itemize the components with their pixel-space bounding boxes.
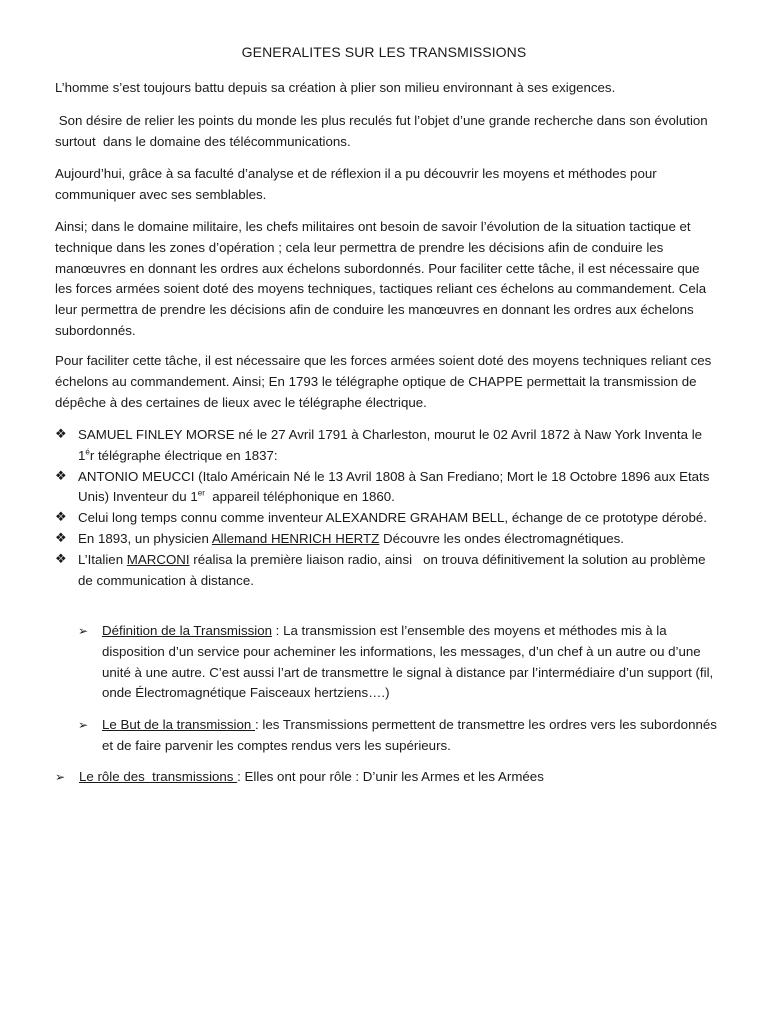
list-item: ❖ L’Italien MARCONI réalisa la première liaison radio, ainsi on trouva définitivement la solution au problème de communication à distance.: [55, 551, 710, 588]
role-item: [55, 767, 720, 788]
paragraph-intro: L’homme s’est toujours battu depuis sa création à plier son milieu environnant à ses exigences.: [55, 80, 616, 95]
definition-item: [78, 621, 718, 704]
marconi-link: MARCONI: [126, 551, 190, 567]
purpose-label: Le But de la transmission: [102, 717, 255, 732]
paragraph-desire: Son désire de relier les points du monde les plus reculés fut l’objet d’une grande recherche dans son évolution surtout dans le domaine des télécommunications.: [55, 113, 712, 149]
list-item: ❖ ANTONIO MEUCCI (Italo Américain Né le 13 Avril 1808 à San Frediano; Mort le 18 Octobre 1896 aux Etats Unis) Inventeur du 1er appareil téléphonique en 1860.: [55, 468, 710, 505]
definition-label: Définition de la Transmission: [102, 623, 272, 638]
list-item: ❖ SAMUEL FINLEY MORSE né le 27 Avril 1791 à Charleston, mourut le 02 Avril 1872 à Naw York Inventa le $1^ér$ télégraphe électrique en 1837:: [55, 427, 703, 463]
paragraph-today: Aujourd’hui, grâce à sa faculté d’analyse et de réflexion il a pu découvrir les moyens et méthodes pour communiquer avec ses semblables.: [55, 166, 657, 202]
paragraph-chappe: Pour faciliter cette tâche, il est nécessaire que les forces armées soient doté des moyens techniques reliant ces échelons au commandement. Ainsi; En 1793 le télégraphe optique de CHAPPE permettait la transmission de dépêche à des certaines de lieux avec le télégraphe électrique.: [55, 353, 712, 410]
inventors-list: [55, 425, 720, 591]
page-title: GENERALITES SUR LES TRANSMISSIONS: [241, 44, 527, 60]
paragraph-military: Ainsi; dans le domaine militaire, les chefs militaires ont besoin de savoir l’évolution de la situation tactique et technique dans les zones d’opération ; cela leur permettra de prendre les décisions afin de conduire les manœuvres en donnant les ordres aux échelons subordonnés. Pour faciliter cette tâche, il est nécessaire que les forces armées soient doté des moyens techniques, tactiques reliant ces échelons au commandement. Cela leur permettra de prendre les décisions afin de conduire les manœuvres en donnant les ordres aux échelons subordonnés.: [55, 219, 707, 338]
diamond-bullet-icon: ❖: [55, 551, 67, 567]
arrow-bullet-icon: ➢: [55, 770, 66, 784]
definition-text: : La transmission est l’ensemble des moyens et méthodes mis à la disposition d’un service pour acheminer les informations, les messages, d’un chef à un autre ou d’une unité à une autre. C’est aussi l’art de transmettre le signal à distance par l’intermédiaire d’un support (fil, onde Électromagnétique Faisceaux hertziens….): [102, 623, 714, 701]
hertz-link: Allemand HENRICH HERTZ: [211, 530, 380, 546]
arrow-bullet-icon: ➢: [78, 624, 89, 638]
diamond-bullet-icon: ❖: [55, 427, 67, 442]
purpose-text: : les Transmissions permettent de transmettre les ordres vers les subordonnés et de faire parvenir les comptes rendus vers les supérieurs.: [102, 717, 717, 753]
diamond-bullet-icon: ❖: [55, 530, 67, 546]
diamond-bullet-icon: ❖: [55, 468, 67, 484]
list-item: ❖ En 1893, un physicien Allemand HENRICH HERTZ Découvre les ondes électromagnétiques.: [55, 529, 720, 550]
role-text: : Elles ont pour rôle : D’unir les Armes et les Armées: [237, 769, 544, 784]
diamond-bullet-icon: ❖: [55, 510, 67, 526]
role-label: Le rôle des transmissions: [79, 769, 238, 784]
purpose-item: [78, 715, 718, 757]
list-item: ❖ Celui long temps connu comme inventeur ALEXANDRE GRAHAM BELL, échange de ce prototype dérobé.: [55, 508, 720, 529]
arrow-bullet-icon: ➢: [78, 718, 89, 732]
